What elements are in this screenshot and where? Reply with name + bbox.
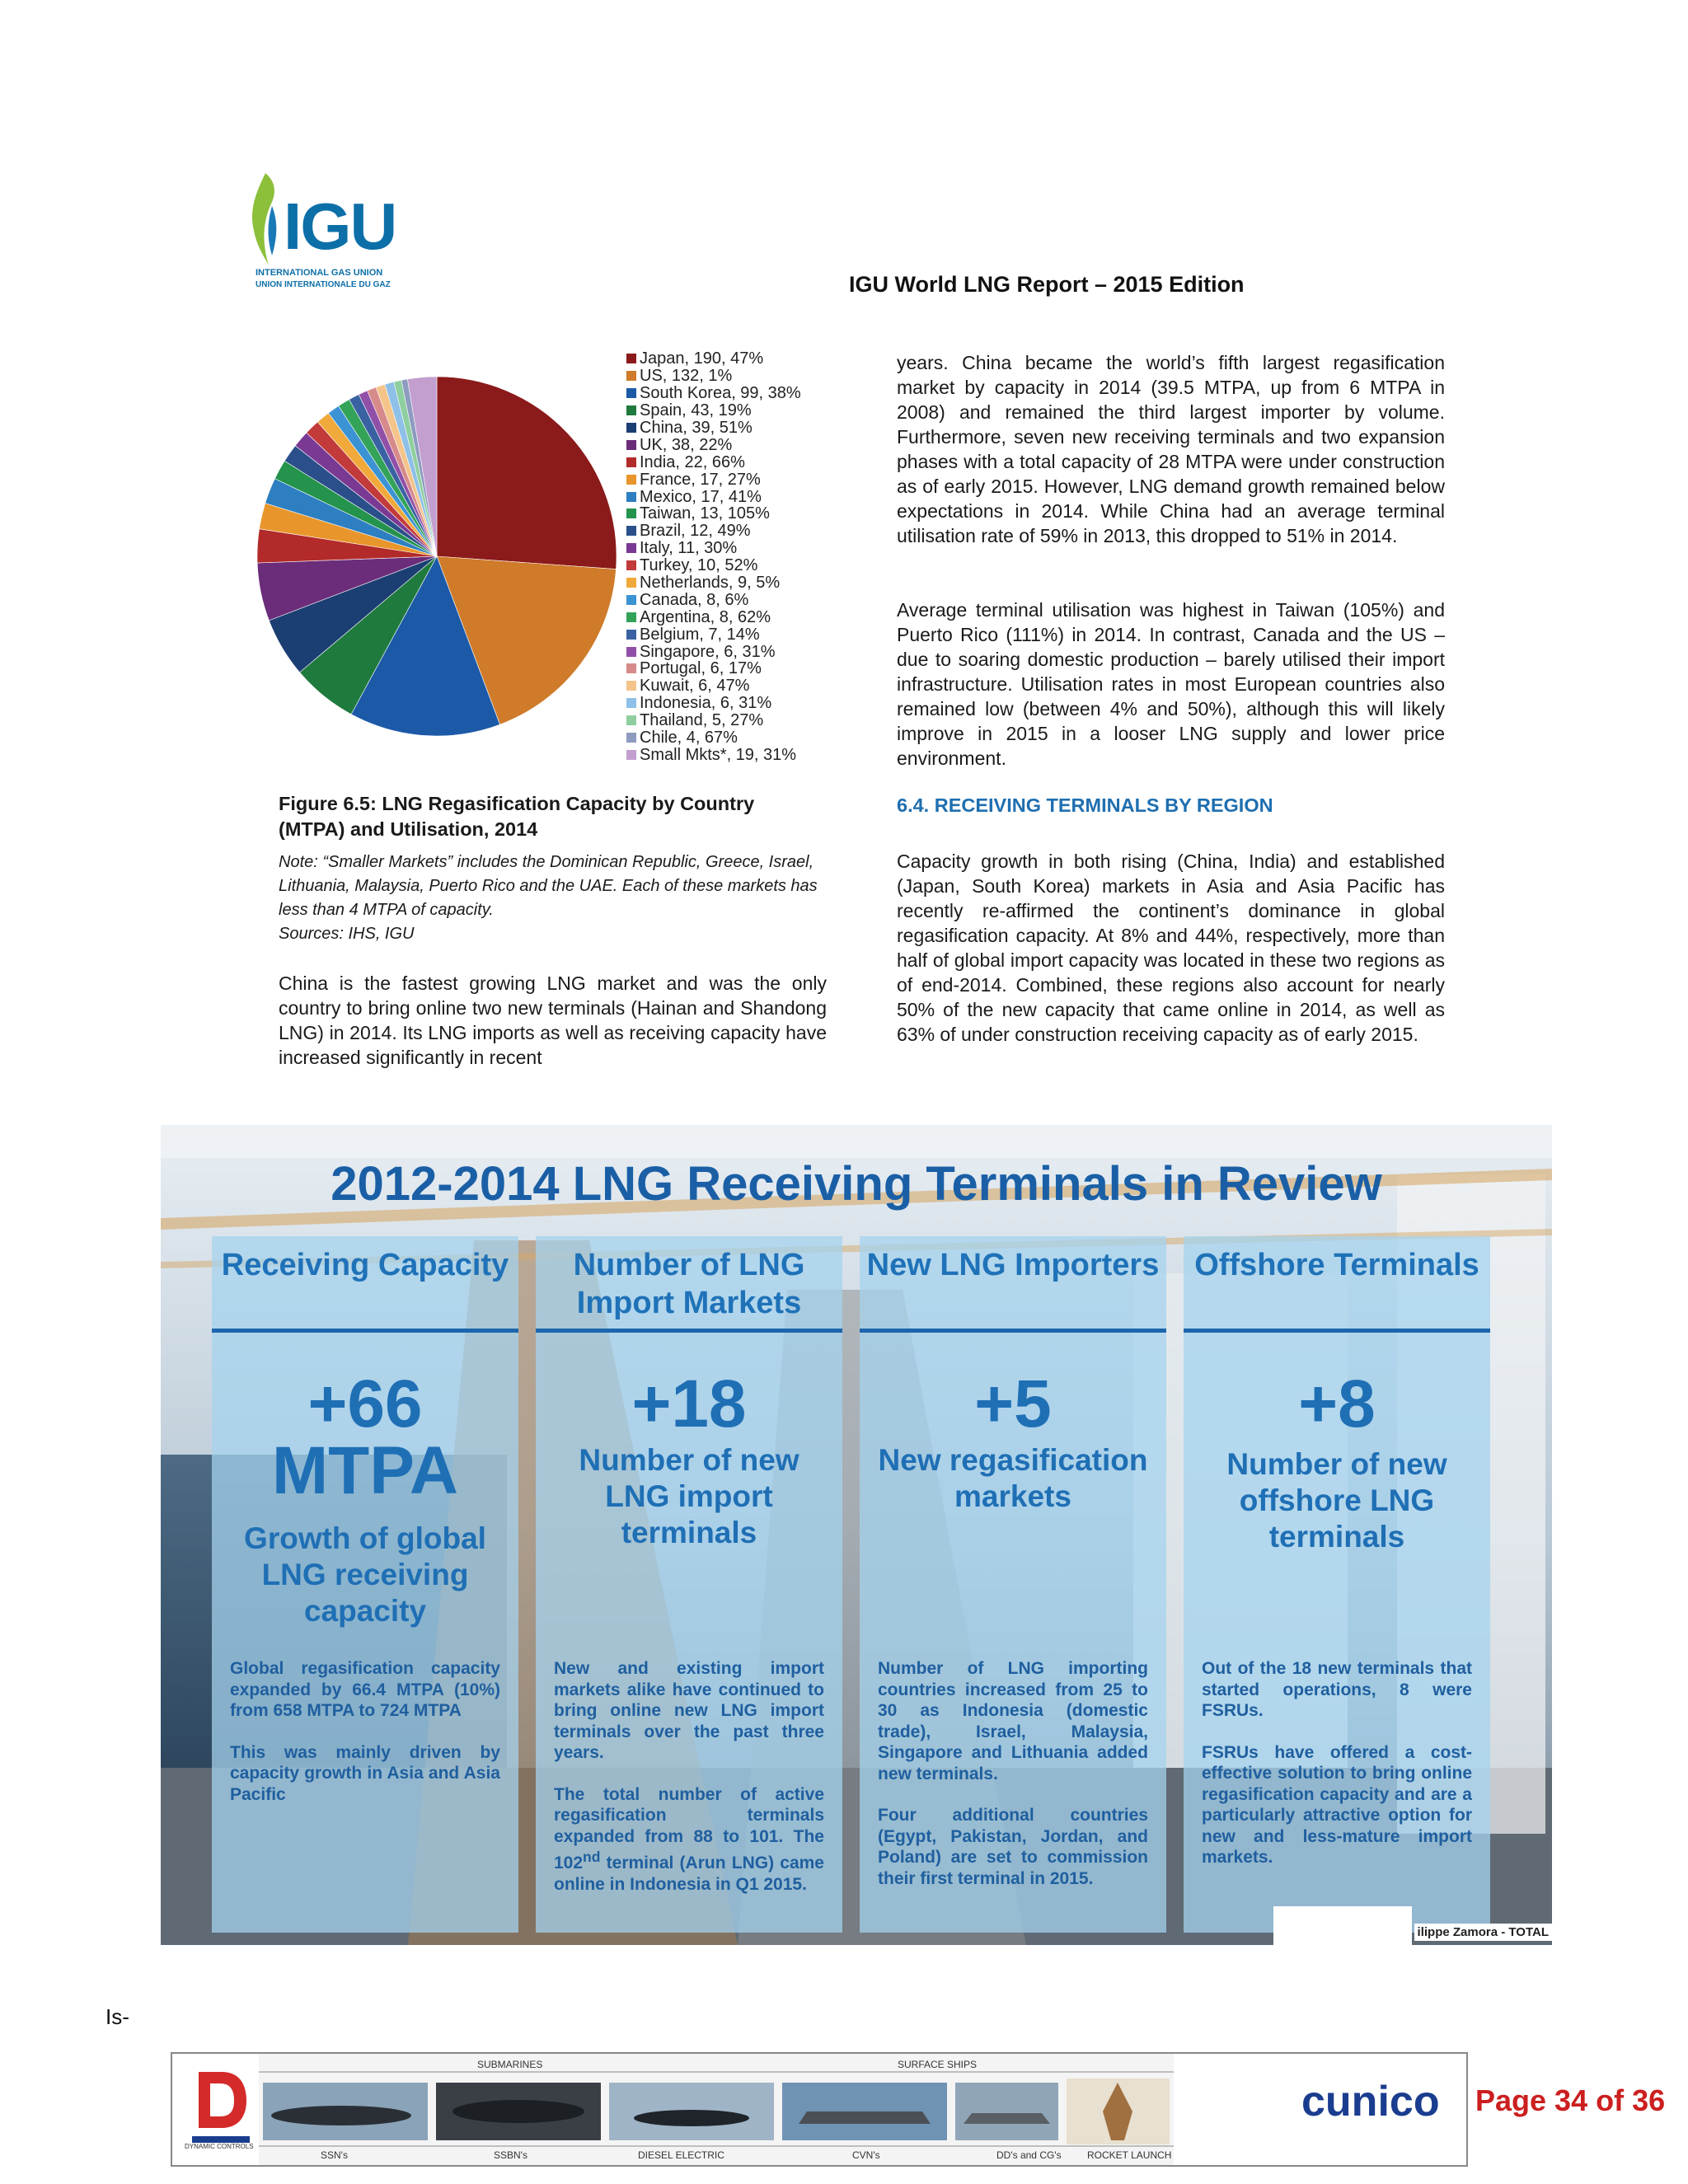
- footer-banner: [171, 2052, 1468, 2167]
- footer-label-diesel: DIESEL ELECTRIC: [638, 2149, 724, 2161]
- legend-label: Mexico, 17, 41%: [640, 487, 762, 506]
- section-heading: 6.4. RECEIVING TERMINALS BY REGION: [897, 794, 1273, 816]
- pie-slice-0: [437, 377, 617, 569]
- legend-label: Japan, 190, 47%: [640, 349, 764, 368]
- legend-swatch: [626, 457, 636, 467]
- panel-desc-2: FSRUs have offered a cost-effective solution to bring online regasification capacity and are a particularly attractive option for new and less-mature import markets.: [1202, 1742, 1472, 1867]
- panel-subtitle: Number of new LNG import terminals: [579, 1443, 799, 1549]
- panel-subtitle: Growth of global LNG receiving capacity: [244, 1521, 486, 1628]
- legend-item: [626, 505, 832, 523]
- report-title: IGU World LNG Report – 2015 Edition: [849, 272, 1245, 297]
- legend-item: [626, 471, 832, 488]
- footer-label-ddg: DD's and CG's: [996, 2149, 1062, 2161]
- panel-description: [230, 1658, 500, 1825]
- pie-legend: [626, 350, 832, 763]
- footer-label-cvn: CVN's: [852, 2149, 880, 2161]
- footer-label-ssbn: SSBN's: [494, 2149, 528, 2161]
- legend-label: China, 39, 51%: [640, 419, 753, 437]
- panel-heading: Number of LNG Import Markets: [573, 1248, 805, 1320]
- panel-heading: Receiving Capacity: [221, 1248, 509, 1282]
- panel-heading: Offshore Terminals: [1194, 1248, 1479, 1282]
- margin-mark: Is-: [106, 2004, 129, 2029]
- legend-item: [626, 523, 832, 540]
- igu-flame-icon: [247, 173, 280, 268]
- legend-item: [626, 729, 832, 747]
- logo-text: IGU: [284, 190, 396, 263]
- page-number: Page 34 of 36: [1475, 2083, 1666, 2117]
- legend-label: UK, 38, 22%: [640, 435, 733, 454]
- panel-desc-2-sup: nd: [583, 1849, 601, 1865]
- legend-label: Argentina, 8, 62%: [640, 607, 771, 626]
- infographic: [161, 1125, 1552, 1945]
- legend-item: [626, 643, 832, 660]
- panel-desc-1: New and existing import markets alike have continued to bring online new LNG import terminals over the past three years.: [554, 1659, 824, 1762]
- legend-item: [626, 540, 832, 557]
- infographic-title: 2012-2014 LNG Receiving Terminals in Review: [331, 1157, 1382, 1211]
- panel-subtitle: New regasification markets: [878, 1443, 1148, 1513]
- right-paragraph-1: years. China became the world’s fifth largest regasification market by capacity in 2014 (39.5 MTPA, up from 6 MTPA in 2008) and remained the third largest importer by volume. Furthermore, seven new receiving terminals and two expansion phases with a total capacity of 28 MTPA were under construction as of early 2015. However, LNG demand growth remained below expectations in 2014. While China had an average terminal utilisation rate of 59% in 2013, this dropped to 51% in 2014.: [897, 352, 1445, 546]
- legend-swatch: [626, 475, 636, 485]
- legend-swatch: [626, 509, 636, 518]
- panel-big-number: +8: [1298, 1366, 1376, 1441]
- legend-item: [626, 453, 832, 471]
- legend-label: Netherlands, 9, 5%: [640, 574, 781, 593]
- legend-swatch: [626, 543, 636, 553]
- legend-swatch: [626, 371, 636, 381]
- legend-item: [626, 436, 832, 453]
- legend-swatch: [626, 630, 636, 640]
- legend-label: India, 22, 66%: [640, 452, 745, 471]
- legend-swatch: [626, 388, 636, 398]
- legend-swatch: [626, 595, 636, 605]
- panel-desc-2: [554, 1784, 824, 1896]
- legend-label: Italy, 11, 30%: [640, 539, 738, 558]
- panel-description: [1202, 1658, 1472, 1889]
- legend-item: [626, 660, 832, 677]
- figure-note: Note: “Smaller Markets” includes the Dominican Republic, Greece, Israel, Lithuania, Malaysia, Puerto Rico and the UAE. Each of these markets has less than 4 MTPA of capacity.: [279, 853, 818, 919]
- legend-label: Turkey, 10, 52%: [640, 556, 758, 575]
- legend-swatch: [626, 698, 636, 708]
- pie-chart: [256, 375, 618, 738]
- legend-swatch: [626, 715, 636, 725]
- legend-swatch: [626, 526, 636, 536]
- legend-swatch: [626, 423, 636, 433]
- legend-item: [626, 350, 832, 368]
- logo-subtitle-en: INTERNATIONAL GAS UNION: [256, 268, 383, 278]
- legend-item: [626, 557, 832, 574]
- footer-label-rocket: ROCKET LAUNCH: [1087, 2149, 1172, 2161]
- legend-item: [626, 626, 832, 643]
- legend-label: France, 17, 27%: [640, 470, 761, 489]
- legend-swatch: [626, 405, 636, 415]
- legend-label: Brazil, 12, 49%: [640, 522, 751, 541]
- legend-item: [626, 677, 832, 695]
- legend-label: Kuwait, 6, 47%: [640, 677, 750, 696]
- legend-swatch: [626, 560, 636, 570]
- panel-subtitle: Number of new offshore LNG terminals: [1226, 1447, 1447, 1554]
- panel-big-number: +66: [307, 1366, 423, 1441]
- legend-item: [626, 402, 832, 419]
- panel-description: [878, 1658, 1148, 1910]
- legend-item: [626, 385, 832, 402]
- legend-label: Belgium, 7, 14%: [640, 625, 760, 644]
- legend-label: Taiwan, 13, 105%: [640, 504, 770, 523]
- legend-item: [626, 608, 832, 626]
- panel-divider: [212, 1329, 518, 1333]
- right-paragraph-3: Capacity growth in both rising (China, India) and established (Japan, South Korea) markets in Asia and Asia Pacific has recently re-affirmed the continent’s dominance in global regasification capacity. At 8% and 44%, respectively, more than half of global import capacity was located in these two regions as of end-2014. Combined, these regions also account for nearly 50% of the new capacity that came online in 2014, as well as 63% of under construction receiving capacity as of early 2015.: [897, 851, 1445, 1045]
- panel-desc-1: Global regasification capacity expanded by 66.4 MTPA (10%) from 658 MTPA to 724 MTPA: [230, 1659, 500, 1720]
- right-paragraph-2: Average terminal utilisation was highest in Taiwan (105%) and Puerto Rico (111%) in 2014. In contrast, Canada and the US – due to soaring domestic production – barely utilised their import infrastructure. Utilisation rates in most European countries also remained low (between 4% and 50%), although this will likely improve in 2015 in a looser LNG supply and lower price environment.: [897, 599, 1445, 769]
- panel-desc-2a: The total number of active regasification terminals expanded from 88 to 101. The 102: [554, 1784, 824, 1872]
- legend-swatch: [626, 578, 636, 588]
- panel-big-unit: MTPA: [271, 1433, 459, 1508]
- panel-desc-1: Out of the 18 new terminals that started operations, 8 were FSRUs.: [1202, 1659, 1472, 1720]
- pie-chart-svg: [256, 375, 618, 738]
- legend-swatch: [626, 492, 636, 502]
- panel-big-number: +18: [631, 1366, 747, 1441]
- legend-swatch: [626, 647, 636, 657]
- cunico-logo: cunico: [1301, 2078, 1440, 2125]
- legend-label: Spain, 43, 19%: [640, 401, 752, 420]
- legend-item: [626, 419, 832, 437]
- panel-big-number: +5: [974, 1366, 1052, 1441]
- legend-swatch: [626, 681, 636, 691]
- legend-label: Indonesia, 6, 31%: [640, 694, 772, 713]
- panel-receiving-capacity: [212, 1236, 518, 1933]
- legend-label: Small Mkts*, 19, 31%: [640, 745, 797, 764]
- legend-swatch: [626, 612, 636, 622]
- legend-swatch: [626, 440, 636, 450]
- panel-desc-2: Four additional countries (Egypt, Pakistan, Jordan, and Poland) are set to commission their first terminal in 2015.: [878, 1806, 1148, 1888]
- legend-item: [626, 488, 832, 505]
- panel-desc-1: Number of LNG importing countries increased from 25 to 30 as Indonesia (domestic trade), Israel, Malaysia, Singapore and Lithuania added new terminals.: [878, 1659, 1148, 1783]
- panel-divider: [860, 1329, 1166, 1333]
- panel-desc-2: This was mainly driven by capacity growth in Asia and Asia Pacific: [230, 1742, 500, 1804]
- legend-item: [626, 695, 832, 712]
- igu-logo: [247, 173, 437, 297]
- footer-label-surface-ships: SURFACE SHIPS: [898, 2059, 978, 2070]
- legend-swatch: [626, 354, 636, 363]
- panel-divider: [1184, 1329, 1490, 1333]
- panel-offshore-terminals: [1184, 1236, 1490, 1933]
- left-paragraph: China is the fastest growing LNG market and was the only country to bring online two new terminals (Hainan and Shandong LNG) in 2014. Its LNG imports as well as receiving capacity have increased significantly in recent: [279, 972, 827, 1068]
- legend-label: US, 132, 1%: [640, 367, 733, 386]
- legend-label: Chile, 4, 67%: [640, 729, 738, 748]
- dynamic-controls-logo: [189, 2064, 253, 2154]
- legend-item: [626, 368, 832, 385]
- legend-item: [626, 712, 832, 729]
- legend-item: [626, 746, 832, 763]
- logo-subtitle-fr: UNION INTERNATIONALE DU GAZ: [256, 280, 391, 289]
- panel-desc-2b: terminal (Arun LNG) came online in Indonesia in Q1 2015.: [554, 1854, 824, 1894]
- legend-label: Portugal, 6, 17%: [640, 659, 762, 678]
- figure-title: Figure 6.5: LNG Regasification Capacity by Country (MTPA) and Utilisation, 2014: [279, 793, 755, 840]
- legend-label: Singapore, 6, 31%: [640, 642, 776, 661]
- panel-divider: [536, 1329, 842, 1333]
- vessel-image-strip: [259, 2054, 1174, 2165]
- panel-import-markets: [536, 1236, 842, 1933]
- photo-credit: ilippe Zamora - TOTAL: [1414, 1924, 1552, 1941]
- panel-heading: New LNG Importers: [866, 1248, 1160, 1282]
- photo-credit-box: [1273, 1906, 1412, 1945]
- footer-label-submarines: SUBMARINES: [477, 2059, 543, 2070]
- figure-sources: Sources: IHS, IGU: [279, 925, 415, 943]
- legend-swatch: [626, 750, 636, 760]
- legend-item: [626, 591, 832, 608]
- legend-swatch: [626, 663, 636, 673]
- panel-description: [554, 1658, 824, 1915]
- legend-label: Canada, 8, 6%: [640, 590, 749, 609]
- legend-item: [626, 574, 832, 592]
- panel-new-importers: [860, 1236, 1166, 1933]
- footer-label-dynamic: DYNAMIC CONTROLS: [185, 2143, 254, 2150]
- footer-label-ssn: SSN's: [321, 2149, 348, 2161]
- legend-label: Thailand, 5, 27%: [640, 711, 764, 730]
- legend-swatch: [626, 733, 636, 743]
- legend-label: South Korea, 99, 38%: [640, 384, 801, 403]
